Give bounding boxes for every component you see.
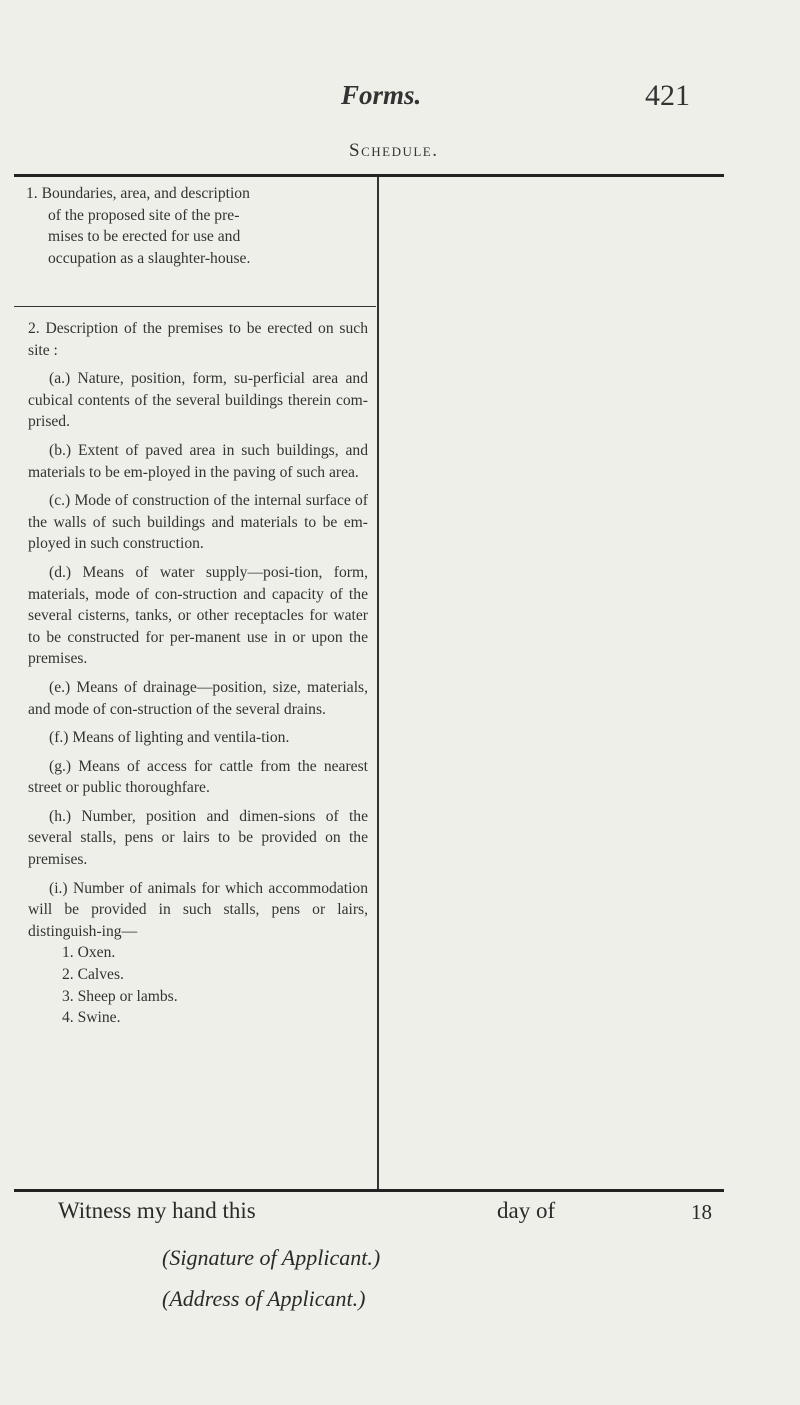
running-title: Forms. [341, 80, 422, 110]
schedule-item-2 [28, 318, 368, 1029]
item2-intro: 2. Description of the premises to be erected on such site : [28, 320, 368, 359]
item1-line: mises to be erected for use and [48, 228, 241, 246]
item1-number: 1. [26, 185, 38, 202]
day-of-label: day of [497, 1198, 556, 1223]
list-item: 3. Sheep or lambs. [62, 987, 178, 1005]
subitem-c: (c.) Mode of construction of the internal surface of the walls of such buildings and materials to be em-ployed in such construction. [28, 492, 368, 553]
schedule-item-1 [26, 183, 366, 269]
address-line: (Address of Applicant.) [162, 1286, 366, 1311]
subitem-b: (b.) Extent of paved area in such buildings, and materials to be em-ployed in the paving of such area. [28, 441, 368, 481]
year-prefix: 18 [691, 1200, 712, 1224]
item1-line: of the proposed site of the pre- [48, 206, 240, 224]
list-item: 2. Calves. [62, 966, 124, 984]
subitem-e: (e.) Means of drainage—position, size, materials, and mode of con-struction of the several drains. [28, 678, 368, 718]
schedule-heading: Schedule. [349, 140, 439, 161]
subitem-h: (h.) Number, position and dimen-sions of the several stalls, pens or lairs to be provided on the premises. [28, 807, 368, 869]
table-top-rule [14, 174, 724, 177]
animal-list [28, 942, 368, 1028]
witness-line: Witness my hand this [58, 1198, 256, 1223]
page-number: 421 [645, 79, 690, 112]
subitem-d: (d.) Means of water supply—posi-tion, form, materials, mode of con-struction and capacity of the several cisterns, tanks, or other receptacles for water to be constructed for per-manent use in or upon the premises. [28, 563, 368, 668]
subitem-a: (a.) Nature, position, form, su-perficial area and cubical contents of the several buildings therein com-prised. [28, 370, 369, 431]
subitem-g: (g.) Means of access for cattle from the nearest street or public thoroughfare. [28, 757, 368, 797]
item1-line: 1. Boundaries, area, and description [26, 185, 250, 202]
table-column-divider [377, 177, 379, 1189]
item1-line: occupation as a slaughter-house. [48, 249, 251, 267]
table-bottom-rule [14, 1189, 724, 1192]
signature-line: (Signature of Applicant.) [162, 1245, 381, 1270]
table-row-divider [14, 306, 376, 307]
subitem-f: (f.) Means of lighting and ventila-tion. [49, 729, 290, 747]
subitem-i: (i.) Number of animals for which accommodation will be provided in such stalls, pens or lairs, distinguish-ing— [28, 879, 369, 940]
list-item: 1. Oxen. [62, 944, 116, 962]
list-item: 4. Swine. [62, 1009, 121, 1027]
